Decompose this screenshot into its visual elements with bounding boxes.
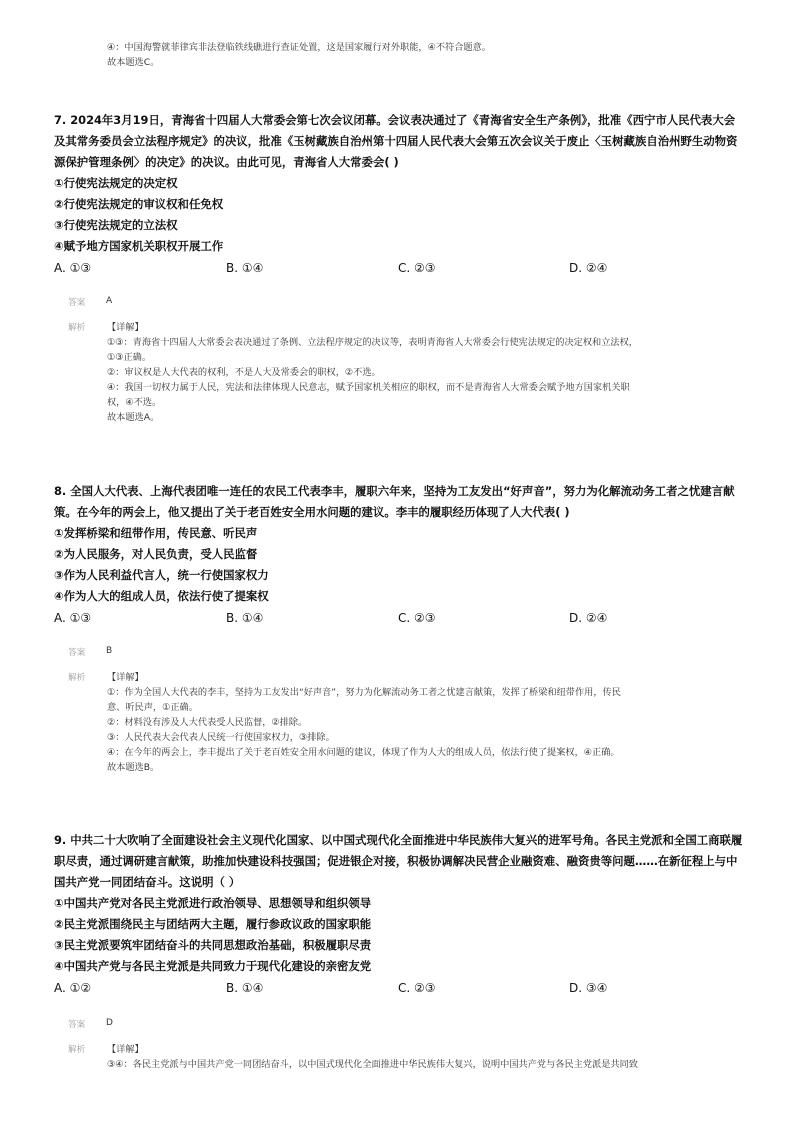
choice-b[interactable]: B. ①④ — [226, 261, 264, 275]
statement-option: ②民主党派围绕民主与团结两大主题，履行参政议政的国家职能 — [54, 917, 372, 931]
analysis-label: 解析 — [68, 673, 86, 683]
detail-heading: 【详解】 — [107, 322, 144, 333]
analysis-line: 权，④不选。 — [107, 397, 162, 408]
choice-c[interactable]: C. ②③ — [398, 981, 436, 995]
analysis-line: ①③正确。 — [107, 352, 152, 363]
analysis-line: ③④：各民主党派与中国共产党一同团结奋斗，以中国式现代化全面推进中华民族伟大复兴，说明中国共产党与各民主党派是共同致 — [107, 1059, 638, 1070]
choice-a[interactable]: A. ①③ — [54, 261, 92, 275]
explanation-line: 故本题选C。 — [107, 57, 160, 68]
choice-b[interactable]: B. ①④ — [226, 611, 264, 625]
choice-a[interactable]: A. ①② — [54, 981, 92, 995]
answer-row-9 — [68, 1018, 113, 1030]
analysis-9 — [107, 1042, 727, 1072]
choice-d[interactable]: D. ③④ — [569, 981, 608, 995]
question-7 — [54, 110, 744, 279]
statement-option: ④中国共产党与各民主党派是共同致力于现代化建设的亲密友党 — [54, 959, 372, 973]
answer-label: 答案 — [68, 1020, 86, 1030]
previous-explanation — [107, 40, 727, 70]
answer-row-8 — [68, 646, 113, 658]
statement-option: ①发挥桥梁和纽带作用，传民意、听民声 — [54, 526, 258, 540]
analysis-label: 解析 — [68, 1045, 86, 1055]
analysis-label: 解析 — [68, 323, 86, 333]
statement-option: ③作为人民利益代言人，统一行使国家权力 — [54, 568, 269, 582]
analysis-line: ④：在今年的两会上，李丰提出了关于老百姓安全用水问题的建议，体现了作为人大的组成人员，依法行使了提案权，④正确。 — [107, 747, 620, 758]
answer-choices — [54, 607, 744, 629]
statement-option: ③民主党派要筑牢团结奋斗的共同思想政治基础，积极履职尽责 — [54, 938, 372, 952]
answer-choices — [54, 257, 744, 279]
answer-choices — [54, 977, 744, 999]
analysis-line: ①：作为全国人大代表的李丰，坚持为工友发出“好声音”，努力为化解流动务工者之忧建言献策，发挥了桥梁和纽带作用，传民 — [107, 687, 621, 698]
analysis-line: ①③：青海省十四届人大常委会表决通过了条例、立法程序规定的决议等，表明青海省人大常委会行使宪法规定的决定权和立法权， — [107, 337, 638, 348]
analysis-line: ②：审议权是人大代表的权利，不是人大及常委会的职权，②不选。 — [107, 367, 381, 378]
choice-b[interactable]: B. ①④ — [226, 981, 264, 995]
analysis-8 — [107, 670, 727, 775]
analysis-line: ④：我国一切权力属于人民，宪法和法律体现人民意志，赋予国家机关相应的职权，而不是青海省人大常委会赋予地方国家机关职 — [107, 382, 630, 393]
statement-option: ②行使宪法规定的审议权和任免权 — [54, 197, 224, 211]
choice-d[interactable]: D. ②④ — [569, 261, 608, 275]
statement-option: ②为人民服务，对人民负责，受人民监督 — [54, 547, 258, 561]
answer-label: 答案 — [68, 298, 86, 308]
answer-label: 答案 — [68, 648, 86, 658]
choice-c[interactable]: C. ②③ — [398, 261, 436, 275]
analysis-line: 故本题选B。 — [107, 762, 160, 773]
detail-heading: 【详解】 — [107, 672, 144, 683]
choice-d[interactable]: D. ②④ — [569, 611, 608, 625]
detail-heading: 【详解】 — [107, 1044, 144, 1055]
statement-option: ③行使宪法规定的立法权 — [54, 218, 178, 232]
choice-a[interactable]: A. ①③ — [54, 611, 92, 625]
question-9 — [54, 830, 744, 999]
answer-value: D — [106, 1018, 113, 1028]
analysis-line: 故本题选A。 — [107, 412, 160, 423]
statement-option: ①行使宪法规定的决定权 — [54, 176, 178, 190]
analysis-line: 意、听民声，①正确。 — [107, 702, 198, 713]
question-stem: 7. 2024年3月19日，青海省十四届人大常委会第七次会议闭幕。会议表决通过了《青海省安全生产条例》，批准《西宁市人民代表大会及其常务委员会立法程序规定》的决议，批准《玉树藏族自治州第十四届人民代表大会第五次会议关于废止〈玉树藏族自治州野生动物资源保护管理条例〉的决定》的决议。由此可见，青海省人大常委会( ) — [54, 113, 738, 169]
analysis-line: ③：人民代表大会代表人民统一行使国家权力，③排除。 — [107, 732, 335, 743]
choice-c[interactable]: C. ②③ — [398, 611, 436, 625]
analysis-line: ②：材料没有涉及人大代表受人民监督，②排除。 — [107, 717, 308, 728]
answer-value: A — [106, 296, 113, 306]
answer-row-7 — [68, 296, 113, 308]
question-stem: 9. 中共二十大吹响了全面建设社会主义现代化国家、以中国式现代化全面推进中华民族伟大复兴的进军号角。各民主党派和全国工商联履职尽责，通过调研建言献策，助推加快建设科技强国；促进银企对接，积极协调解决民营企业融资难、融资贵等问题……在新征程上与中国共产党一同团结奋斗。这说明（ ） — [54, 833, 743, 889]
statement-option: ④赋予地方国家机关职权开展工作 — [54, 239, 224, 253]
analysis-7 — [107, 320, 727, 425]
answer-value: B — [106, 646, 113, 656]
question-8 — [54, 481, 744, 629]
statement-option: ①中国共产党对各民主党派进行政治领导、思想领导和组织领导 — [54, 896, 372, 910]
explanation-line: ④：中国海警就菲律宾非法登临铁线礁进行查证处置，这是国家履行对外职能，④不符合题意。 — [107, 42, 491, 53]
question-stem: 8. 全国人大代表、上海代表团唯一连任的农民工代表李丰，履职六年来，坚持为工友发出“好声音”，努力为化解流动务工者之忧建言献策。在今年的两会上，他又提出了关于老百姓安全用水问题的建议。李丰的履职经历体现了人大代表( ) — [54, 484, 735, 519]
statement-option: ④作为人大的组成人员，依法行使了提案权 — [54, 589, 269, 603]
